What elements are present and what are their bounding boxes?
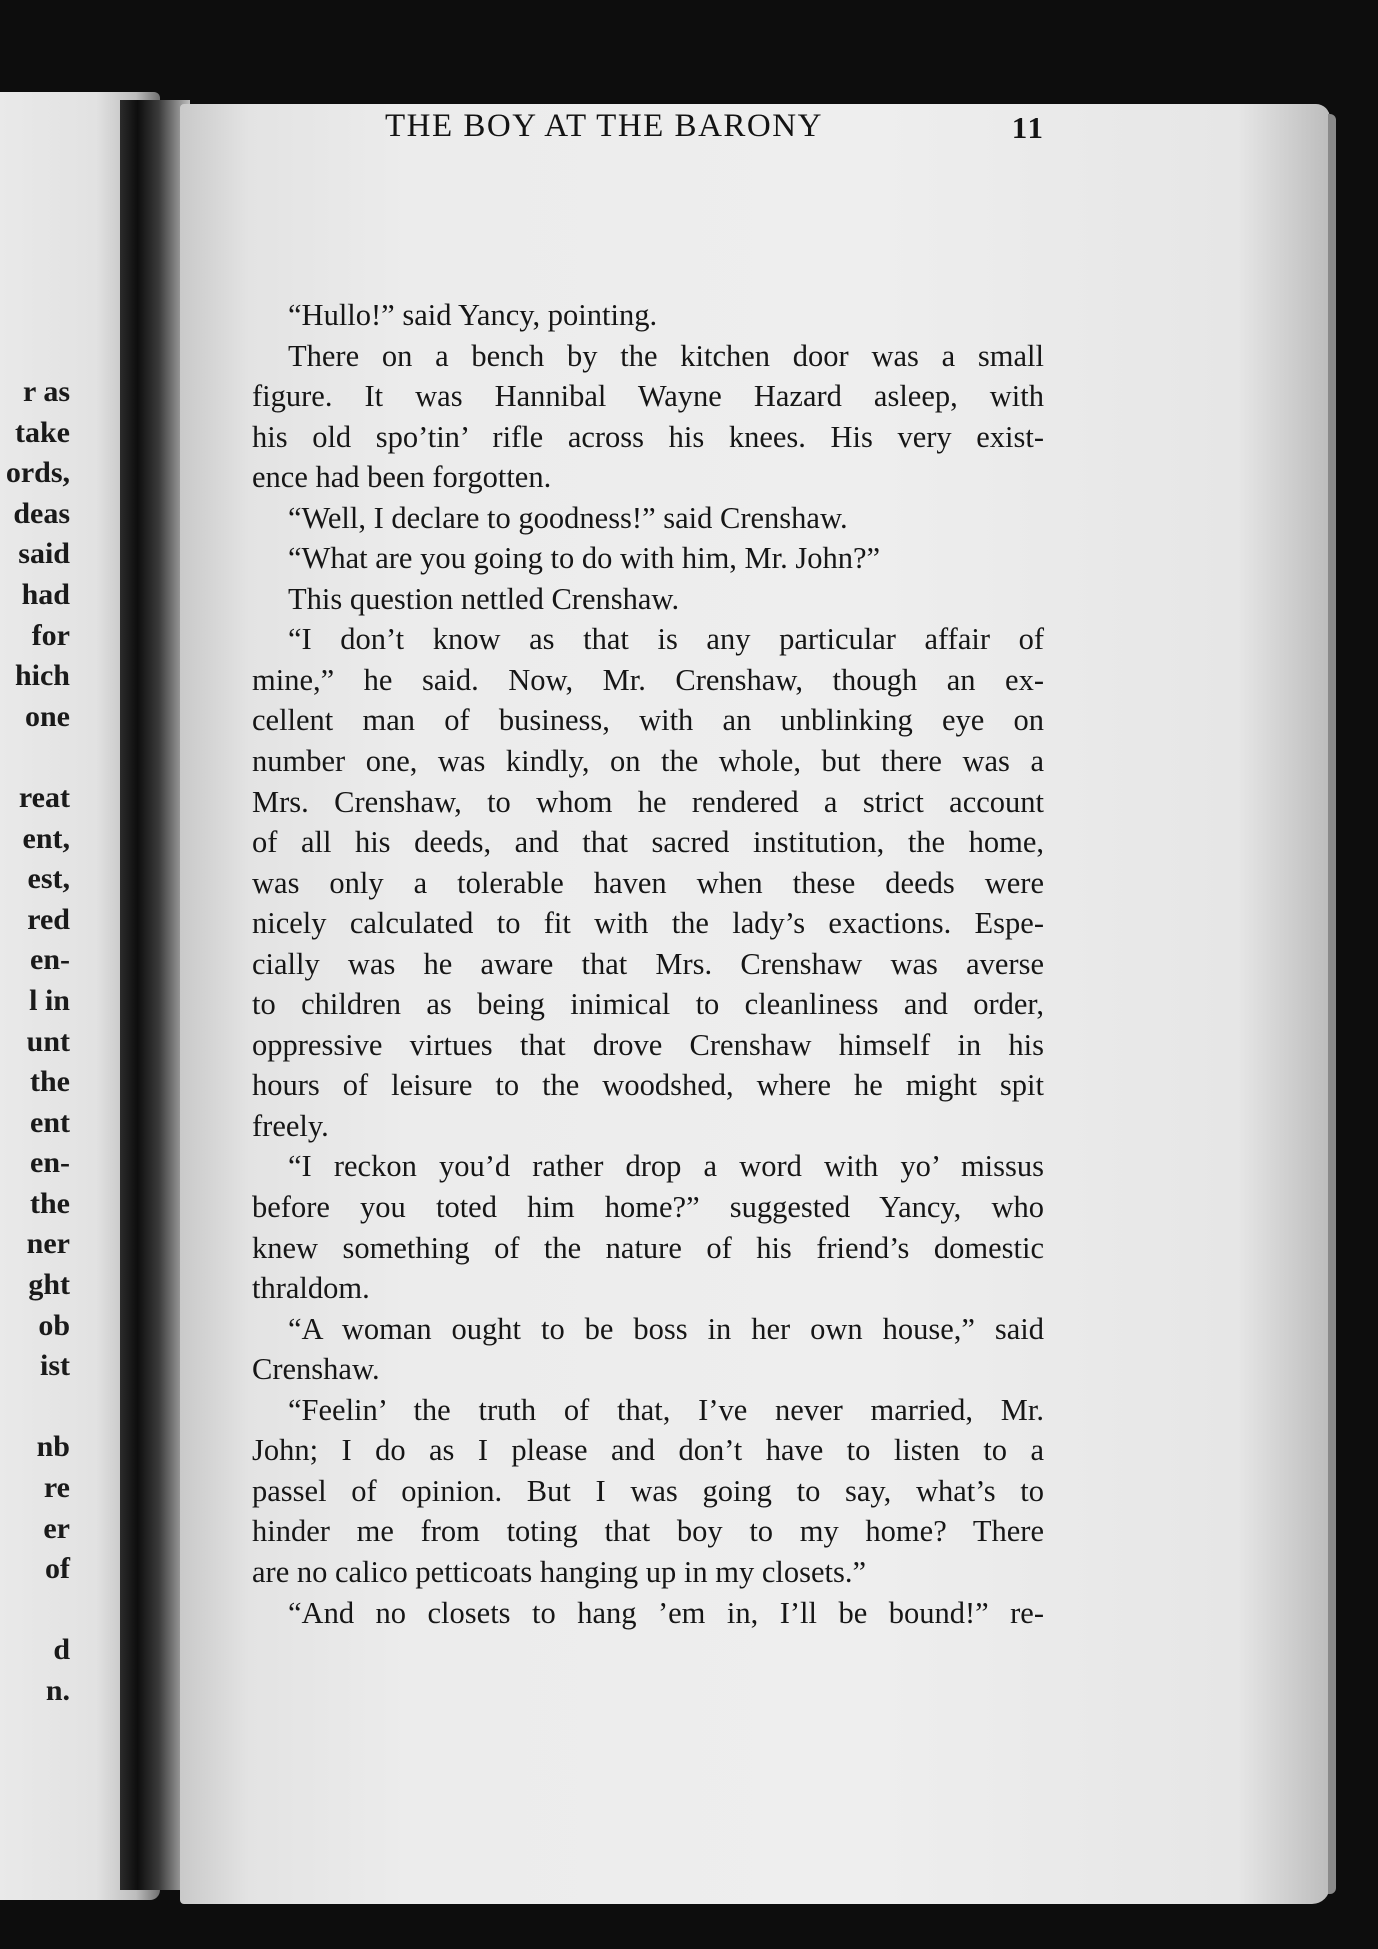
previous-page-line: ner [26,1227,70,1261]
text-line: Mrs. Crenshaw, to whom he rendered a strict account [252,784,1044,819]
text-line: cially was he aware that Mrs. Crenshaw was averse [252,946,1044,981]
previous-page-line: of [45,1552,70,1586]
previous-page-line: for [31,618,70,652]
text-line: Crenshaw. [252,1352,380,1387]
previous-page-line: en- [30,1146,70,1180]
previous-page-line: ords, [5,456,70,490]
previous-page-line: unt [26,1024,70,1058]
text-line: number one, was kindly, on the whole, but there was a [252,744,1044,779]
previous-page-line [0,1590,70,1631]
previous-page-line: the [30,1065,70,1099]
text-line: ence had been forgotten. [252,460,552,495]
text-line: was only a tolerable haven when these deeds were [252,865,1044,900]
previous-page-line: ght [28,1268,70,1302]
previous-page-line: est, [27,862,70,896]
text-line: hinder me from toting that boy to my home? There [252,1514,1044,1549]
previous-page-text [0,372,70,1712]
previous-page-line: hich [14,659,70,693]
previous-page-line: reat [18,780,70,814]
previous-page-line: one [25,699,70,733]
previous-page-line [0,737,70,778]
previous-page-line: said [18,537,70,571]
text-line: before you toted him home?” suggested Yancy, who [252,1190,1044,1225]
previous-page-line [0,1387,70,1428]
text-line: cellent man of business, with an unblinking eye on [252,703,1044,738]
text-line: his old spo’tin’ rifle across his knees. His very exist- [252,419,1044,454]
previous-page-line: ent [30,1105,70,1139]
page-edge [1328,114,1336,1894]
text-line: “I don’t know as that is any particular affair of [288,622,1044,657]
previous-page-line: d [53,1633,70,1667]
text-line: knew something of the nature of his friend’s domestic [252,1230,1044,1265]
text-line: John; I do as I please and don’t have to listen to a [252,1433,1044,1468]
previous-page-line: n. [45,1674,70,1707]
body-text [252,295,1044,1633]
text-line: This question nettled Crenshaw. [288,581,680,616]
text-line: thraldom. [252,1271,370,1306]
previous-page-line: the [30,1186,70,1220]
previous-page-line: ent, [22,821,70,855]
previous-page-line: r as [23,375,70,408]
previous-page-line: deas [13,496,70,530]
previous-page-line: re [43,1471,70,1505]
text-line: “Well, I declare to goodness!” said Crenshaw. [288,500,848,535]
text-line: “What are you going to do with him, Mr. John?” [288,541,881,576]
previous-page-line: red [27,902,70,936]
previous-page-line: nb [36,1430,70,1464]
text-line: oppressive virtues that drove Crenshaw himself in his [252,1027,1044,1062]
text-line: hours of leisure to the woodshed, where he might spit [252,1068,1044,1103]
previous-page-line: ob [38,1308,70,1342]
previous-page-line: en- [30,943,70,977]
text-line: of all his deeds, and that sacred institution, the home, [252,825,1044,860]
text-line: freely. [252,1108,329,1143]
text-line: are no calico petticoats hanging up in my closets.” [252,1554,867,1589]
text-line: “And no closets to hang ’em in, I’ll be bound!” re- [288,1595,1044,1630]
previous-page-line: take [15,415,70,449]
text-line: “A woman ought to be boss in her own house,” said [288,1311,1044,1346]
previous-page-line: had [21,577,70,611]
previous-page-line: l in [29,983,70,1017]
text-line: to children as being inimical to cleanliness and order, [252,987,1044,1022]
previous-page-line: er [43,1511,70,1545]
page-header [200,108,1045,158]
text-line: nicely calculated to fit with the lady’s exactions. Espe- [252,906,1044,941]
text-line: “Hullo!” said Yancy, pointing. [288,298,658,332]
previous-page-line: ist [40,1349,70,1383]
text-line: There on a bench by the kitchen door was a small [288,338,1044,373]
page-number: 11 [1011,110,1045,145]
text-line: passel of opinion. But I was going to say, what’s to [252,1473,1044,1508]
text-line: “Feelin’ the truth of that, I’ve never married, Mr. [288,1392,1044,1427]
text-line: “I reckon you’d rather drop a word with yo’ missus [288,1149,1044,1184]
running-head: THE BOY AT THE BARONY [385,108,823,144]
text-line: figure. It was Hannibal Wayne Hazard asleep, with [252,379,1044,414]
text-line: mine,” he said. Now, Mr. Crenshaw, though an ex- [252,662,1044,697]
